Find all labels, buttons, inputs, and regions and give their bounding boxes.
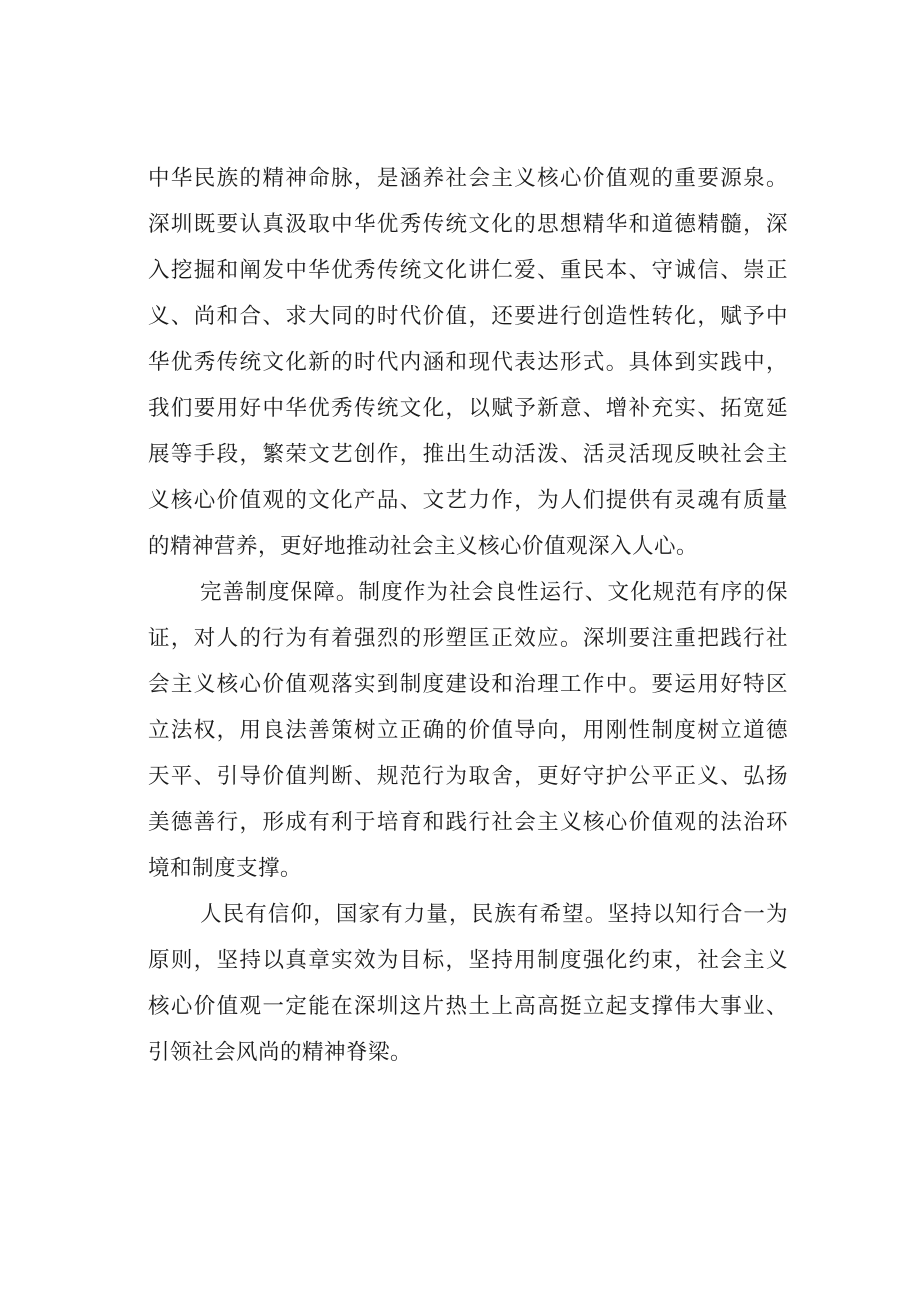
paragraph-1	[148, 156, 788, 570]
text-line: 核心价值观一定能在深圳这片热土上高高挺立起支撑伟大事业、	[148, 994, 788, 1019]
text-line: 我们要用好中华优秀传统文化，以赋予新意、增补充实、拓宽延	[148, 396, 788, 421]
text-line: 人民有信仰，国家有力量，民族有希望。坚持以知行合一为	[200, 902, 788, 927]
text-line: 美德善行，形成有利于培育和践行社会主义核心价值观的法治环	[148, 810, 788, 835]
text-line: 会主义核心价值观落实到制度建设和治理工作中。要运用好特区	[148, 672, 788, 697]
text-line: 中华民族的精神命脉，是涵养社会主义核心价值观的重要源泉。	[148, 166, 788, 191]
text-line: 义核心价值观的文化产品、文艺力作，为人们提供有灵魂有质量	[148, 488, 788, 513]
document-body	[148, 156, 788, 1076]
text-line: 完善制度保障。制度作为社会良性运行、文化规范有序的保	[200, 580, 788, 605]
text-line: 深圳既要认真汲取中华优秀传统文化的思想精华和道德精髓，深	[148, 212, 788, 237]
text-line: 的精神营养，更好地推动社会主义核心价值观深入人心。	[148, 534, 699, 559]
text-line: 天平、引导价值判断、规范行为取舍，更好守护公平正义、弘扬	[148, 764, 788, 789]
text-line: 华优秀传统文化新的时代内涵和现代表达形式。具体到实践中，	[148, 350, 788, 375]
text-line: 义、尚和合、求大同的时代价值，还要进行创造性转化，赋予中	[148, 304, 788, 329]
text-line: 证，对人的行为有着强烈的形塑匡正效应。深圳要注重把践行社	[148, 626, 788, 651]
text-line: 境和制度支撑。	[148, 856, 303, 881]
text-line: 原则，坚持以真章实效为目标，坚持用制度强化约束，社会主义	[148, 948, 788, 973]
text-line: 立法权，用良法善策树立正确的价值导向，用刚性制度树立道德	[148, 718, 788, 743]
paragraph-2	[148, 570, 788, 892]
text-line: 展等手段，繁荣文艺创作，推出生动活泼、活灵活现反映社会主	[148, 442, 788, 467]
text-line: 入挖掘和阐发中华优秀传统文化讲仁爱、重民本、守诚信、崇正	[148, 258, 788, 283]
paragraph-3	[148, 892, 788, 1076]
text-line: 引领社会风尚的精神脊梁。	[148, 1040, 413, 1065]
